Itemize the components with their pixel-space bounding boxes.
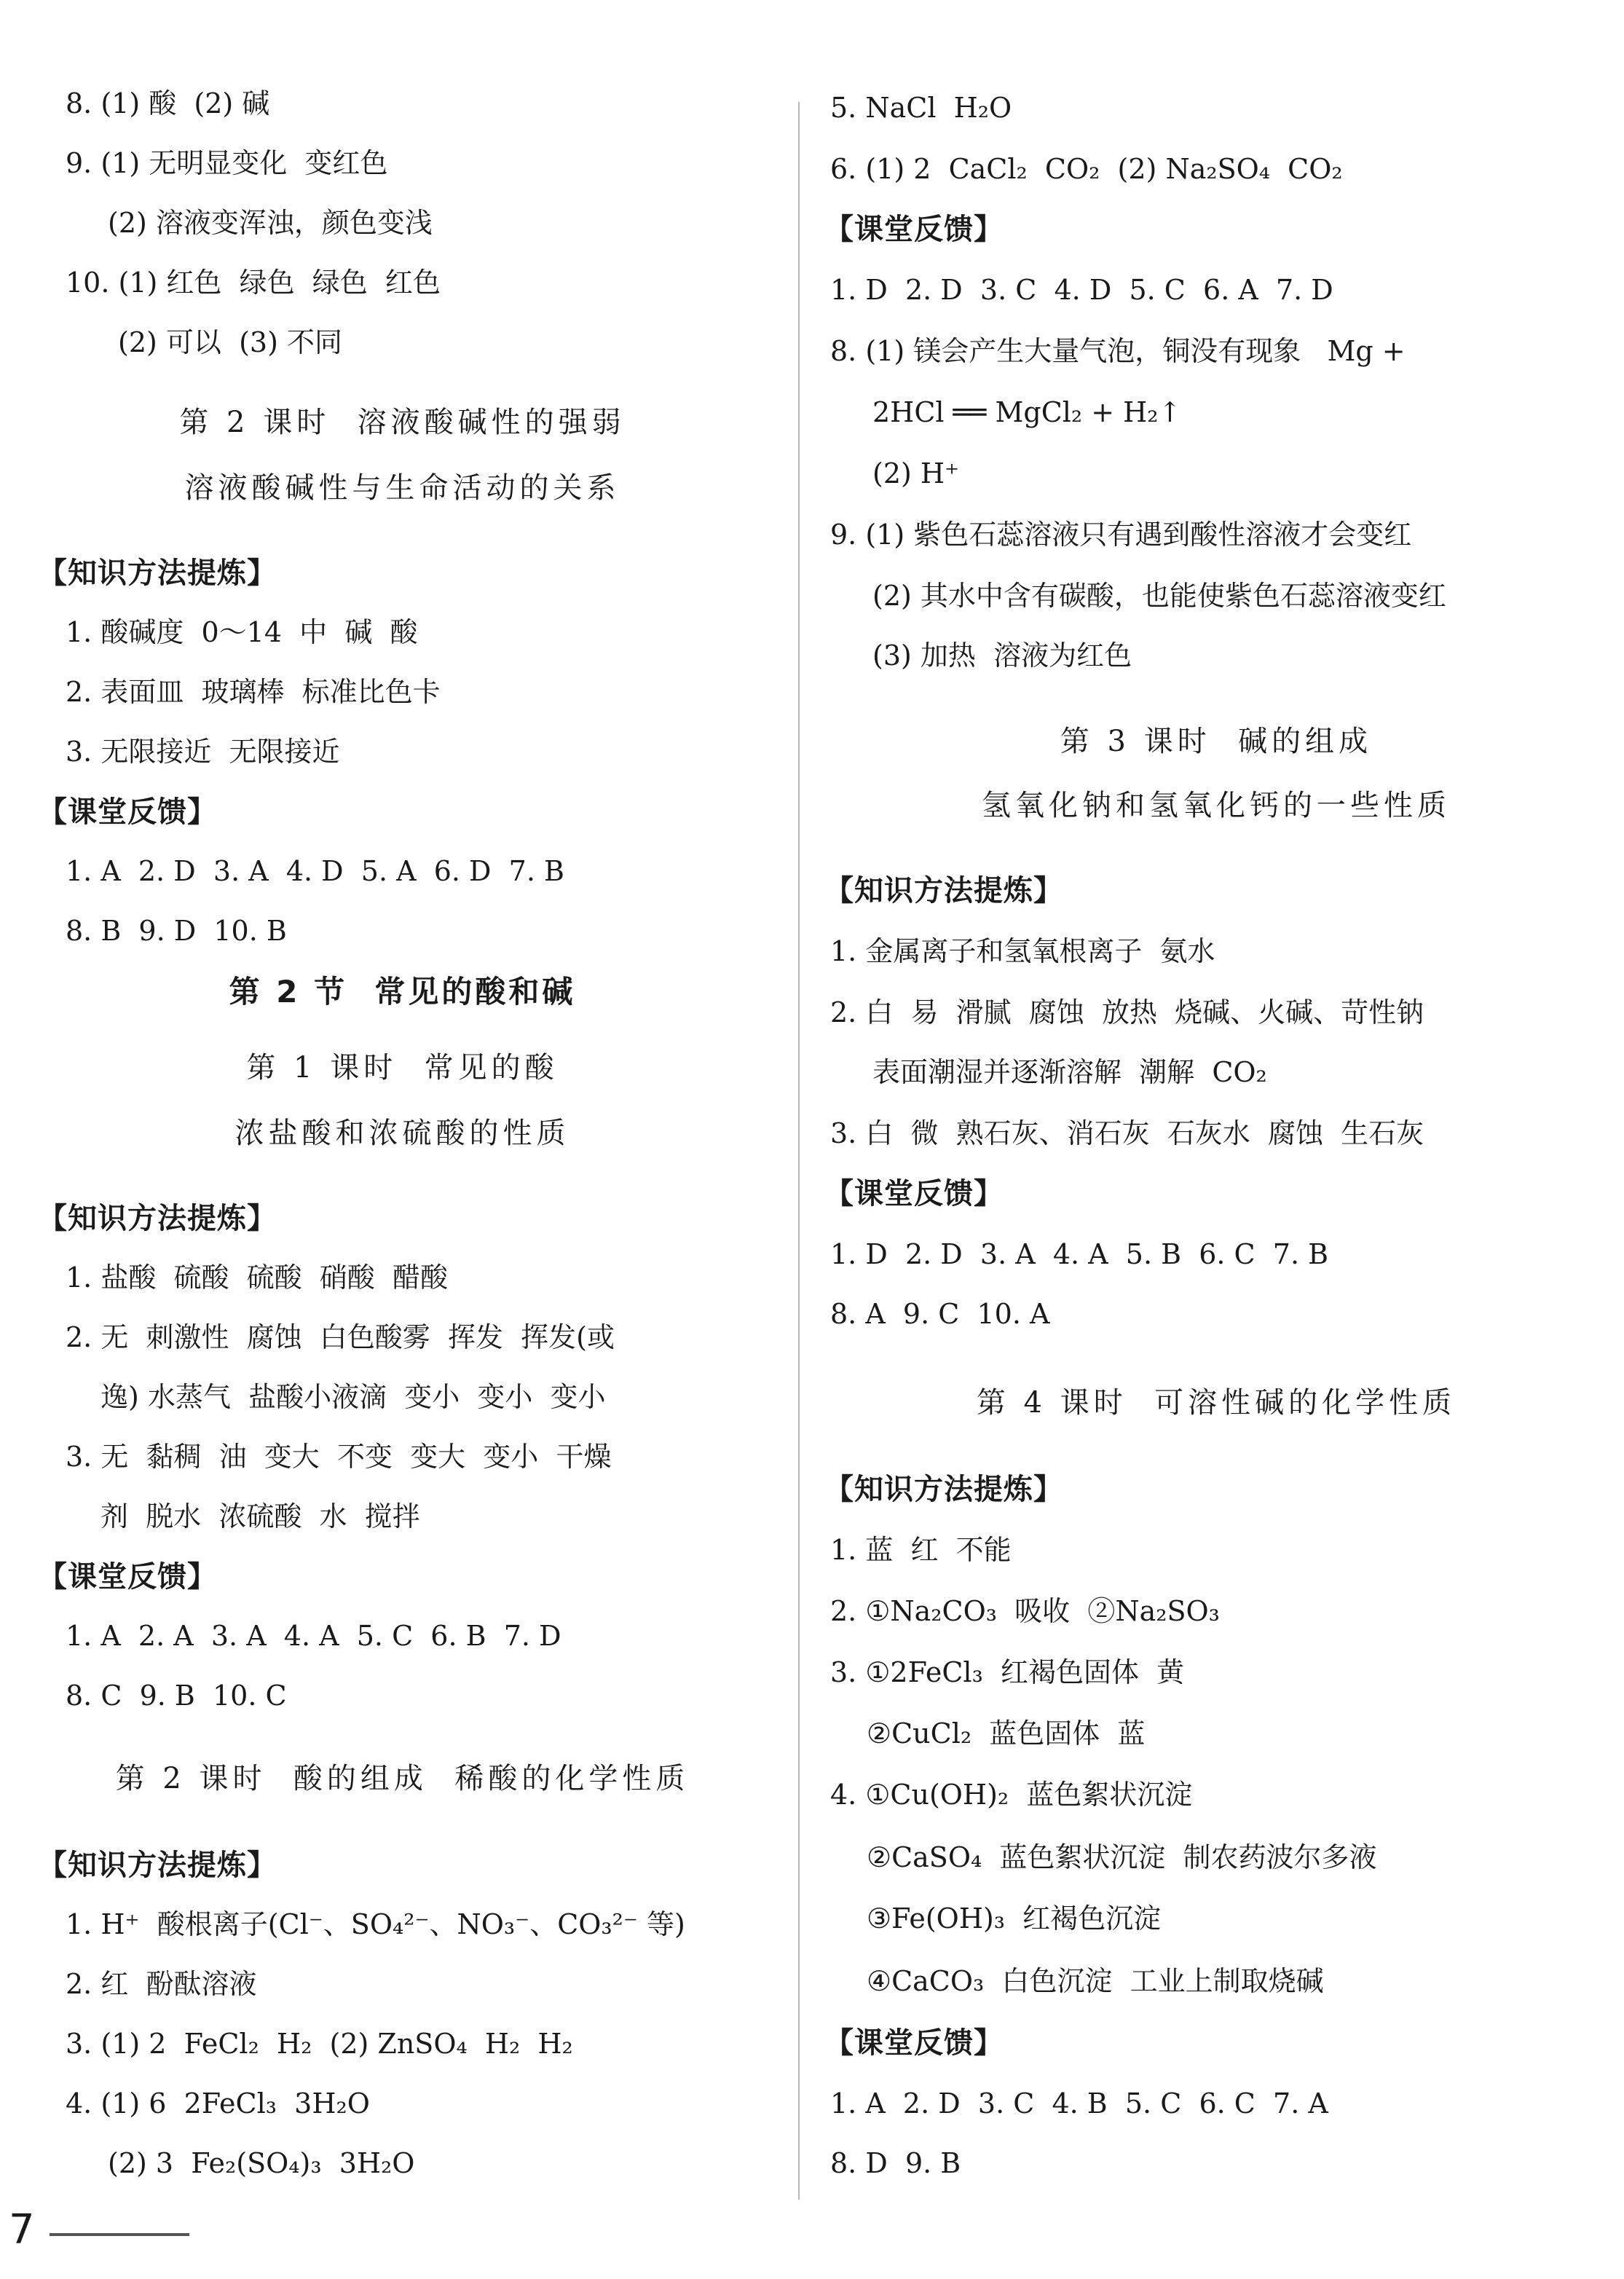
section-heading: 【课堂反馈】 xyxy=(38,1560,217,1594)
answer-line: 2. ①Na₂CO₃ 吸收 ②Na₂SO₃ xyxy=(830,1595,1220,1627)
answer-line: 2. 红 酚酞溶液 xyxy=(66,1968,257,2000)
section-heading: 【知识方法提炼】 xyxy=(38,1849,277,1882)
answer-line: 2. 表面皿 玻璃棒 标准比色卡 xyxy=(66,676,441,708)
answer-line: 1. 盐酸 硫酸 硫酸 硝酸 醋酸 xyxy=(66,1261,448,1294)
answer-line: 1. D 2. D 3. A 4. A 5. B 6. C 7. B xyxy=(830,1238,1329,1270)
answer-line: 1. A 2. D 3. C 4. B 5. C 6. C 7. A xyxy=(830,2087,1328,2119)
answer-line: 5. NaCl H₂O xyxy=(830,92,1012,124)
answer-line: 9. (1) 紫色石蕊溶液只有遇到酸性溶液才会变红 xyxy=(830,519,1412,551)
answer-line: (3) 加热 溶液为红色 xyxy=(872,639,1132,672)
answer-line: 2. 白 易 滑腻 腐蚀 放热 烧碱、火碱、苛性钠 xyxy=(830,996,1424,1028)
answer-line: 4. (1) 6 2FeCl₃ 3H₂O xyxy=(66,2087,370,2119)
answer-line: 3. 无限接近 无限接近 xyxy=(66,736,340,768)
answer-line: 4. ①Cu(OH)₂ 蓝色絮状沉淀 xyxy=(830,1779,1193,1811)
answer-line: (2) 其水中含有碳酸，也能使紫色石蕊溶液变红 xyxy=(872,580,1446,612)
column-divider xyxy=(798,102,800,2200)
page-number: 7 xyxy=(9,2206,35,2254)
answer-line: ②CuCl₂ 蓝色固体 蓝 xyxy=(867,1717,1146,1749)
section-title: 第 4 课时 可溶性碱的化学性质 xyxy=(976,1386,1457,1420)
answer-line: 8. A 9. C 10. A xyxy=(830,1298,1050,1330)
answer-line: 1. H⁺ 酸根离子(Cl⁻、SO₄²⁻、NO₃⁻、CO₃²⁻ 等) xyxy=(66,1908,685,1940)
answer-line: 3. (1) 2 FeCl₂ H₂ (2) ZnSO₄ H₂ H₂ xyxy=(66,2028,573,2060)
answer-line: 1. 金属离子和氢氧根离子 氨水 xyxy=(830,935,1215,967)
answer-line: 8. D 9. B xyxy=(830,2147,961,2179)
answer-line: ②CaSO₄ 蓝色絮状沉淀 制农药波尔多液 xyxy=(867,1841,1377,1873)
answer-line: 8. B 9. D 10. B xyxy=(66,915,287,947)
answer-line: 10. (1) 红色 绿色 绿色 红色 xyxy=(66,267,441,299)
answer-line: 1. 蓝 红 不能 xyxy=(830,1534,1012,1566)
answer-line: 剂 脱水 浓硫酸 水 搅拌 xyxy=(100,1500,420,1532)
section-heading: 【知识方法提炼】 xyxy=(38,556,277,590)
section-title: 第 1 课时 常见的酸 xyxy=(246,1051,559,1085)
answer-line: (2) 3 Fe₂(SO₄)₃ 3H₂O xyxy=(108,2147,415,2179)
answer-line: 1. D 2. D 3. C 4. D 5. C 6. A 7. D xyxy=(830,274,1333,306)
section-heading: 【课堂反馈】 xyxy=(824,2026,1004,2060)
section-title: 浓盐酸和浓硫酸的性质 xyxy=(234,1117,570,1150)
answer-line: 表面潮湿并逐渐溶解 潮解 CO₂ xyxy=(872,1056,1267,1088)
answer-line: (2) 溶液变浑浊，颜色变浅 xyxy=(108,207,433,239)
answer-line: 逸) 水蒸气 盐酸小液滴 变小 变小 变小 xyxy=(100,1381,606,1413)
answer-line: 2HCl ══ MgCl₂ + H₂↑ xyxy=(872,396,1182,428)
section-title: 第 3 课时 碱的组成 xyxy=(1060,725,1373,758)
section-heading: 【课堂反馈】 xyxy=(824,1177,1004,1211)
answer-line: 8. (1) 酸 (2) 碱 xyxy=(66,87,270,119)
answer-line: 3. ①2FeCl₃ 红褐色固体 黄 xyxy=(830,1656,1185,1688)
section-title: 溶液酸碱性与生命活动的关系 xyxy=(184,471,620,505)
section-heading: 【知识方法提炼】 xyxy=(824,1473,1063,1506)
section-heading: 【知识方法提炼】 xyxy=(38,1202,277,1235)
answer-line: 1. A 2. D 3. A 4. D 5. A 6. D 7. B xyxy=(66,855,564,887)
answer-line: (2) 可以 (3) 不同 xyxy=(118,326,342,358)
section-title: 第 2 课时 酸的组成 稀酸的化学性质 xyxy=(115,1762,690,1795)
answer-line: 3. 无 黏稠 油 变大 不变 变大 变小 干燥 xyxy=(66,1441,612,1473)
answer-line: 1. A 2. A 3. A 4. A 5. C 6. B 7. D xyxy=(66,1620,561,1652)
section-title: 第 2 课时 溶液酸碱性的强弱 xyxy=(179,406,626,439)
answer-line: 8. C 9. B 10. C xyxy=(66,1680,287,1712)
answer-line: 8. (1) 镁会产生大量气泡，铜没有现象 Mg + xyxy=(830,335,1406,367)
page-number-rule xyxy=(50,2233,189,2236)
answer-line: 6. (1) 2 CaCl₂ CO₂ (2) Na₂SO₄ CO₂ xyxy=(830,153,1343,185)
answer-line: (2) H⁺ xyxy=(872,457,960,489)
section-title: 氢氧化钠和氢氧化钙的一些性质 xyxy=(982,789,1451,822)
answer-line: ④CaCO₃ 白色沉淀 工业上制取烧碱 xyxy=(867,1965,1324,1997)
section-title: 第 2 节 常见的酸和碱 xyxy=(229,974,576,1009)
section-heading: 【课堂反馈】 xyxy=(38,795,217,829)
section-heading: 【知识方法提炼】 xyxy=(824,874,1063,908)
answer-line: 2. 无 刺激性 腐蚀 白色酸雾 挥发 挥发(或 xyxy=(66,1321,615,1353)
answer-line: 9. (1) 无明显变化 变红色 xyxy=(66,147,388,179)
answer-line: ③Fe(OH)₃ 红褐色沉淀 xyxy=(867,1902,1162,1934)
section-heading: 【课堂反馈】 xyxy=(824,213,1004,246)
answer-line: 1. 酸碱度 0～14 中 碱 酸 xyxy=(66,616,418,648)
answer-line: 3. 白 微 熟石灰、消石灰 石灰水 腐蚀 生石灰 xyxy=(830,1117,1424,1149)
